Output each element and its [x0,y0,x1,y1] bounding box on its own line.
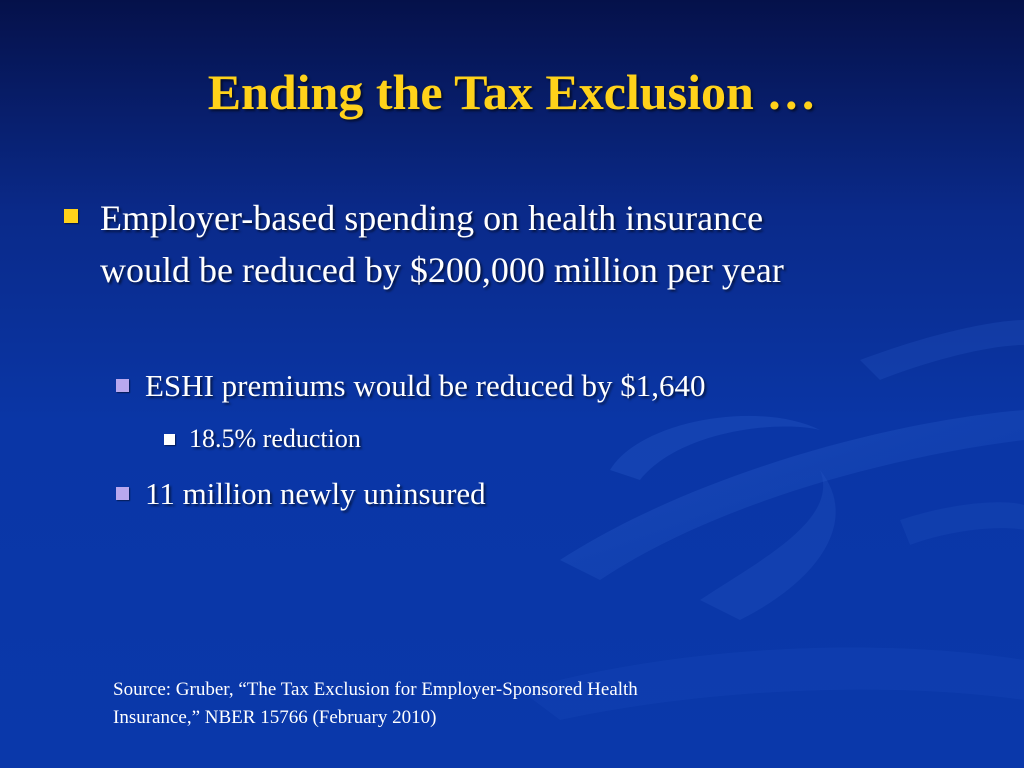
main-bullet-line-1: Employer-based spending on health insurance [100,198,764,238]
main-bullet [64,192,964,296]
square-bullet-icon [116,487,129,500]
sub-bullet-uninsured [116,472,936,516]
main-bullet-text [100,192,784,296]
sub-bullet-text: ESHI premiums would be reduced by $1,640 [145,368,706,403]
square-bullet-icon [116,379,129,392]
source-citation [113,676,873,732]
subsub-bullet-reduction [164,422,764,456]
sub-bullet-premiums [116,364,936,408]
slide-title: Ending the Tax Exclusion … [207,64,817,120]
source-line-1: Source: Gruber, “The Tax Exclusion for Employer-Sponsored Health [113,679,638,700]
square-bullet-icon [64,209,78,223]
source-line-2: Insurance,” NBER 15766 (February 2010) [113,707,437,728]
sub-bullet-text: 11 million newly uninsured [145,476,486,511]
main-bullet-line-2: would be reduced by $200,000 million per year [100,250,784,290]
square-bullet-icon [164,434,175,445]
subsub-bullet-text: 18.5% reduction [189,424,361,453]
